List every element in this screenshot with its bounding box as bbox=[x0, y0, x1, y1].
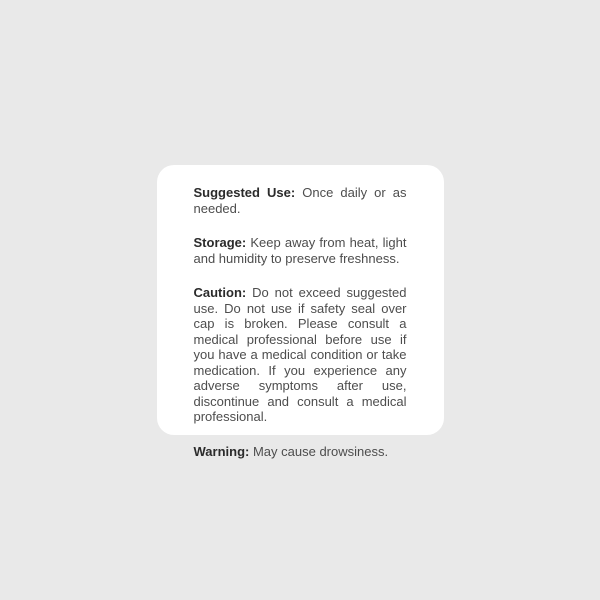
section-caution-label: Caution: bbox=[193, 285, 247, 300]
section-storage bbox=[194, 235, 407, 266]
section-warning-text: May cause drowsiness. bbox=[252, 443, 389, 459]
section-suggested-use-label: Suggested Use: bbox=[193, 185, 296, 200]
supplement-label-card bbox=[157, 165, 444, 459]
section-caution bbox=[194, 285, 407, 425]
section-storage-label: Storage: bbox=[193, 235, 247, 250]
section-warning bbox=[194, 444, 407, 460]
section-suggested-use bbox=[194, 185, 407, 216]
section-caution-text: Do not exceed suggested use. Do not use if safety seal over cap is broken. Please consult a medical professional before use if you have a medical condition or take medication. If you experience any adverse symptoms after use, discontinue and consult a medical professional. bbox=[193, 285, 407, 424]
section-warning-label: Warning: bbox=[193, 443, 250, 459]
section-storage-text: Keep away from heat, light and humidity to preserve freshness. bbox=[193, 235, 407, 266]
section-suggested-use-text: Once daily or as needed. bbox=[193, 185, 407, 216]
